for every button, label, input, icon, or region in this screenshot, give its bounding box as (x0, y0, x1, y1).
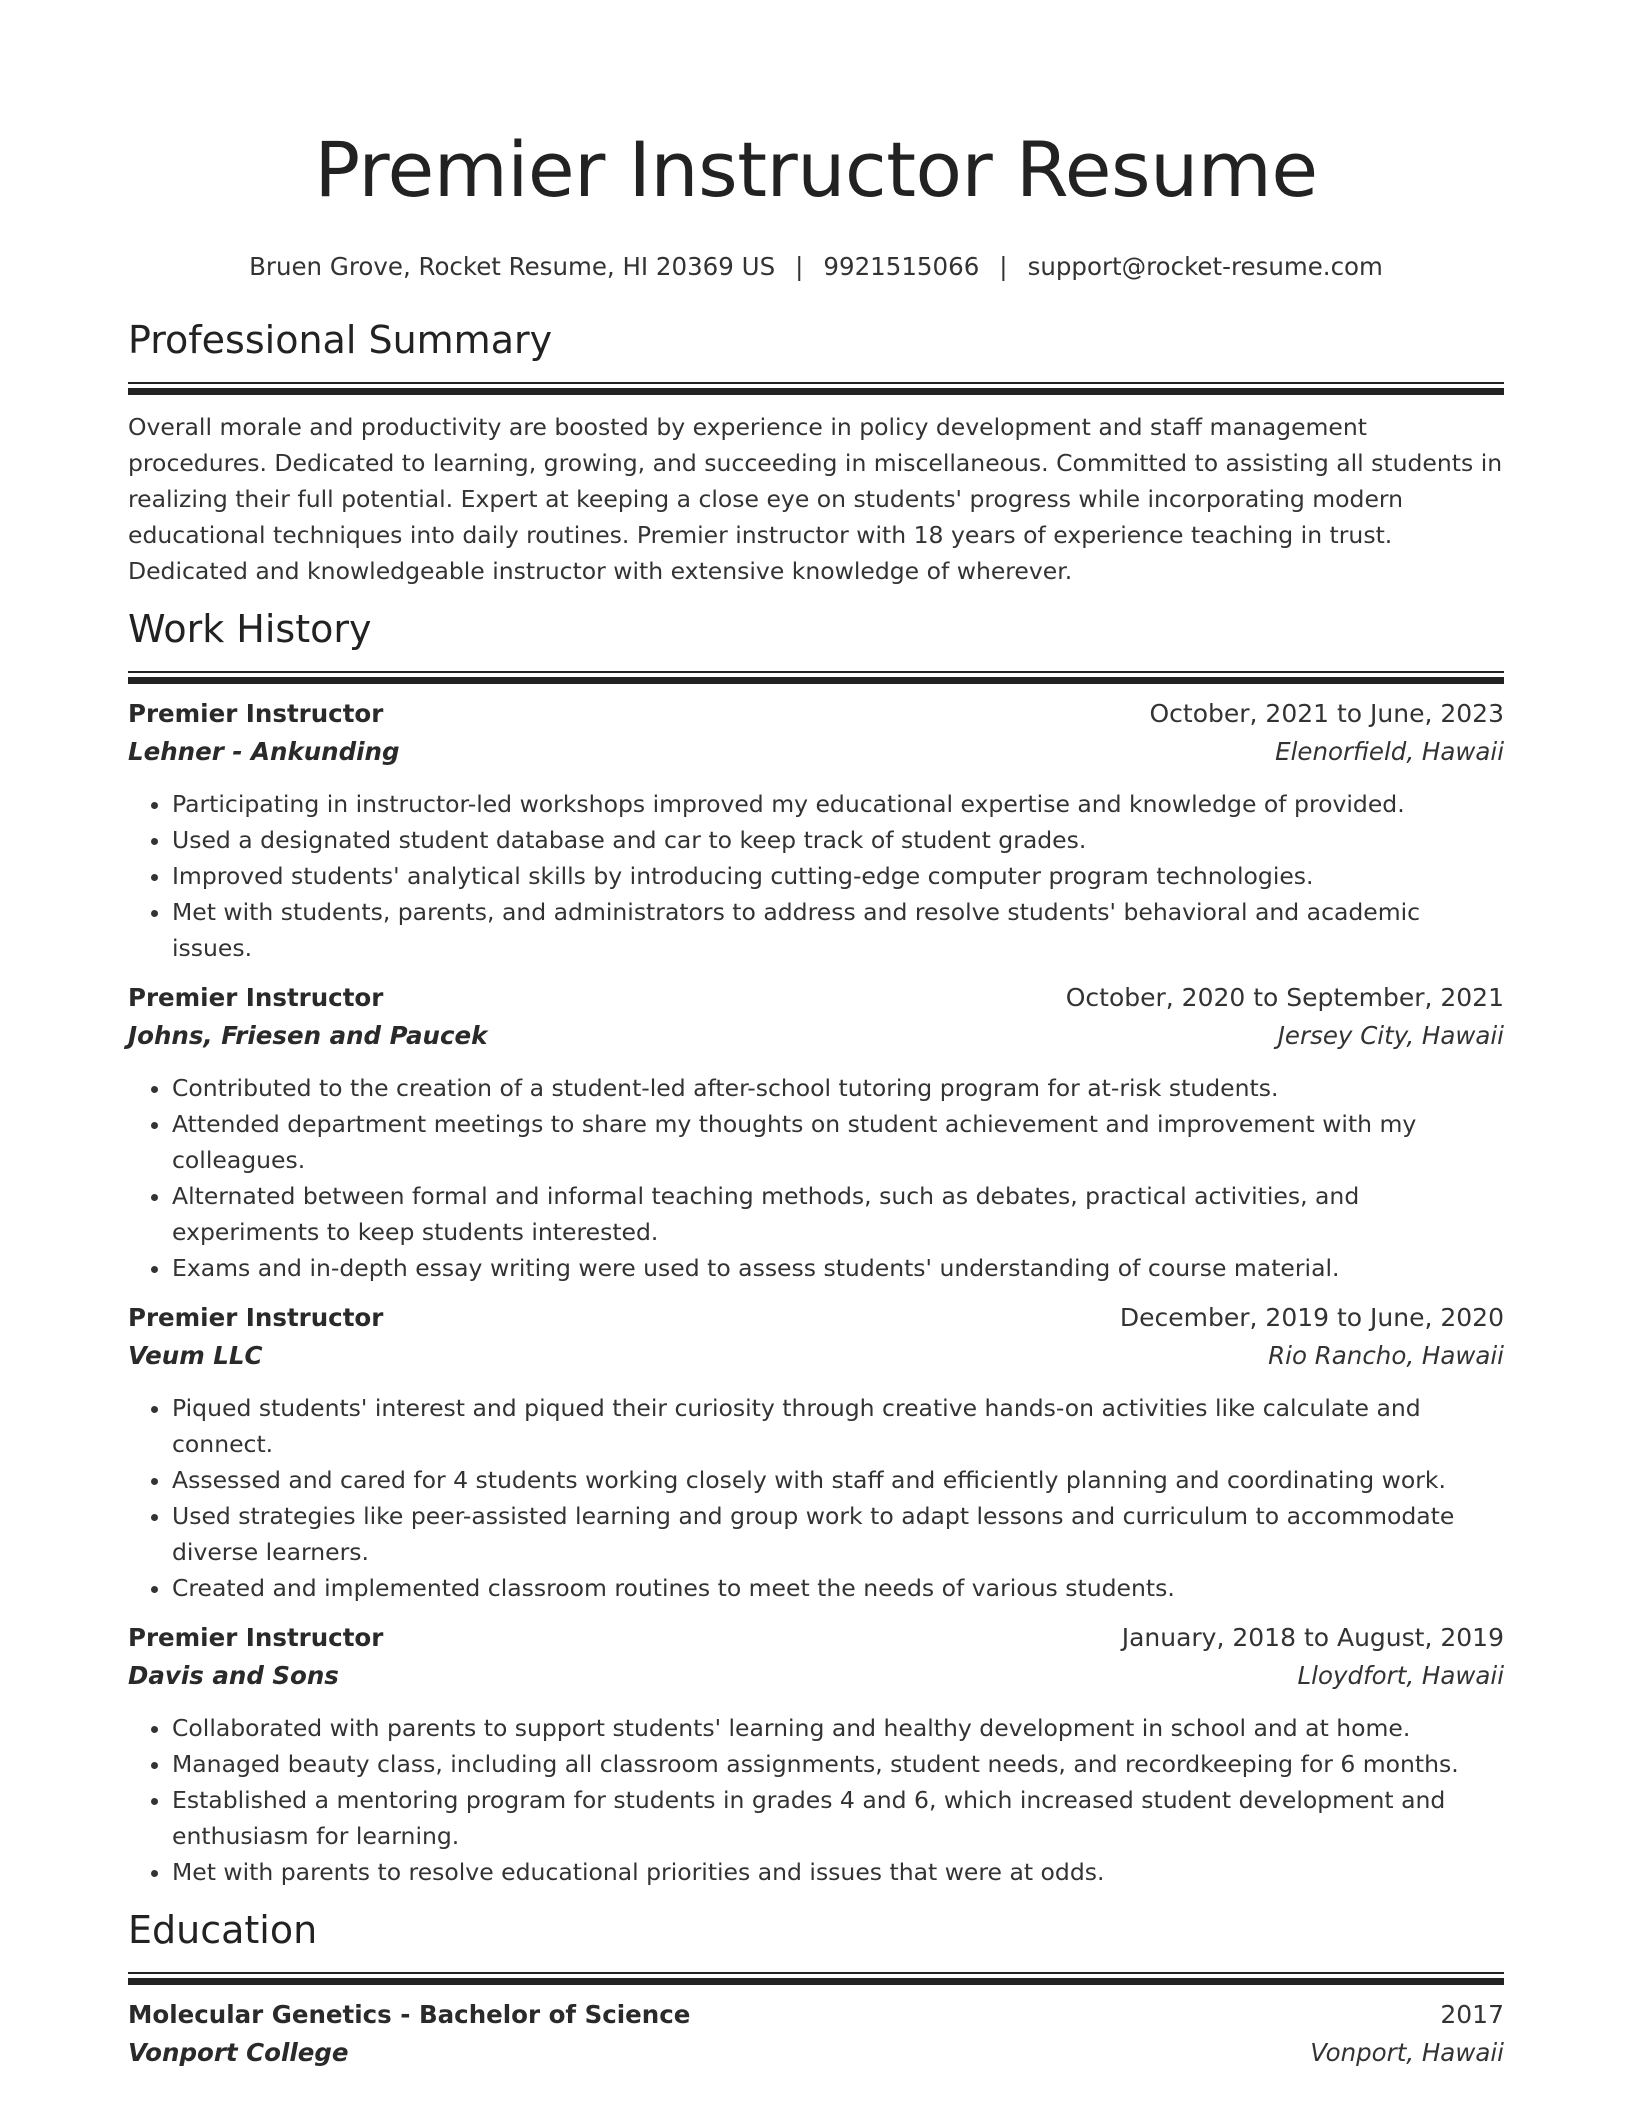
job-title: Premier Instructor (128, 699, 384, 728)
section-heading-work-history: Work History (128, 607, 372, 651)
job-entry (128, 980, 1504, 1286)
education-section (128, 1906, 1504, 2073)
job-bullet: • Attended department meetings to share my thoughts on student achievement and improvement with my colleagues. (172, 1106, 1504, 1178)
job-company: Veum LLC (128, 1341, 263, 1370)
job-bullet: • Piqued students' interest and piqued their curiosity through creative hands-on activities like calculate and connect. (172, 1390, 1504, 1462)
education-school: Vonport College (128, 2038, 349, 2067)
contact-separator: | (795, 252, 804, 281)
job-location: Jersey City, Hawaii (1277, 1021, 1504, 1050)
job-bullets (128, 1070, 1504, 1286)
job-company: Davis and Sons (128, 1661, 339, 1690)
job-bullet: • Used strategies like peer-assisted learning and group work to adapt lessons and curriculum to accommodate diverse learners. (172, 1498, 1504, 1570)
job-location: Elenorfield, Hawaii (1275, 737, 1504, 766)
section-rule (128, 1972, 1504, 1974)
education-degree: Molecular Genetics - Bachelor of Science (128, 2000, 691, 2029)
job-bullet: • Managed beauty class, including all classroom assignments, student needs, and recordkeeping for 6 months. (172, 1746, 1504, 1782)
job-location: Rio Rancho, Hawaii (1268, 1341, 1504, 1370)
job-bullet: • Met with students, parents, and administrators to address and resolve students' behavioral and academic issues. (172, 894, 1504, 966)
job-bullet: • Assessed and cared for 4 students working closely with staff and efficiently planning and coordinating work. (172, 1462, 1504, 1498)
contact-address: Bruen Grove, Rocket Resume, HI 20369 US (249, 252, 776, 281)
education-year: 2017 (1440, 2000, 1504, 2029)
job-title: Premier Instructor (128, 1623, 384, 1652)
job-bullet: • Alternated between formal and informal teaching methods, such as debates, practical activities, and experiments to keep students interested. (172, 1178, 1504, 1250)
job-bullets (128, 1390, 1504, 1606)
section-rule-thick (128, 1978, 1504, 1985)
education-school-row (128, 2033, 1504, 2073)
job-dates: January, 2018 to August, 2019 (1121, 1623, 1504, 1652)
job-bullet: • Improved students' analytical skills by introducing cutting-edge computer program technologies. (172, 858, 1504, 894)
section-rule (128, 671, 1504, 673)
job-header-row (128, 1620, 1504, 1656)
section-rule-thick (128, 677, 1504, 684)
job-company-row (128, 732, 1504, 772)
job-company: Lehner - Ankunding (128, 737, 400, 766)
job-bullets (128, 1710, 1504, 1890)
job-dates: December, 2019 to June, 2020 (1119, 1303, 1504, 1332)
resume-title: Premier Instructor Resume (314, 125, 1318, 214)
section-rule (128, 382, 1504, 384)
job-company-row (128, 1656, 1504, 1696)
job-dates: October, 2021 to June, 2023 (1149, 699, 1504, 728)
job-bullet: • Met with parents to resolve educational priorities and issues that were at odds. (172, 1854, 1504, 1890)
job-header-row (128, 696, 1504, 732)
contact-separator: | (999, 252, 1008, 281)
job-entry (128, 696, 1504, 966)
section-heading-summary: Professional Summary (128, 318, 553, 362)
job-bullet: • Contributed to the creation of a student-led after-school tutoring program for at-risk students. (172, 1070, 1504, 1106)
summary-text: Overall morale and productivity are boosted by experience in policy development and staff management procedures. Dedicated to learning, growing, and succeeding in miscellaneous. Committed to assisting all students in realizing their full potential. Expert at keeping a close eye on students' progress while incorporating modern educational techniques into daily routines. Premier instructor with 18 years of experience teaching in trust. Dedicated and knowledgeable instructor with extensive knowledge of wherever. (128, 413, 1503, 585)
contact-phone: 9921515066 (823, 252, 980, 281)
job-location: Lloydfort, Hawaii (1297, 1661, 1504, 1690)
job-company-row (128, 1016, 1504, 1056)
work-history-section (128, 605, 1504, 1890)
job-bullet: • Used a designated student database and car to keep track of student grades. (172, 822, 1504, 858)
job-entry (128, 1620, 1504, 1890)
section-rule-thick (128, 388, 1504, 395)
job-entry (128, 1300, 1504, 1606)
job-bullet: • Collaborated with parents to support students' learning and healthy development in school and at home. (172, 1710, 1504, 1746)
job-header-row (128, 1300, 1504, 1336)
job-bullets (128, 786, 1504, 966)
education-location: Vonport, Hawaii (1310, 2038, 1504, 2067)
job-company-row (128, 1336, 1504, 1376)
job-header-row (128, 980, 1504, 1016)
contact-line (128, 250, 1504, 284)
job-bullet: • Created and implemented classroom routines to meet the needs of various students. (172, 1570, 1504, 1606)
section-heading-education: Education (128, 1908, 318, 1952)
education-header-row (128, 1997, 1504, 2033)
job-bullet: • Established a mentoring program for students in grades 4 and 6, which increased student development and enthusiasm for learning. (172, 1782, 1504, 1854)
job-bullet: • Participating in instructor-led workshops improved my educational expertise and knowledge of provided. (172, 786, 1504, 822)
job-title: Premier Instructor (128, 1303, 384, 1332)
job-title: Premier Instructor (128, 983, 384, 1012)
job-bullet: • Exams and in-depth essay writing were used to assess students' understanding of course material. (172, 1250, 1504, 1286)
education-entry (128, 1997, 1504, 2073)
contact-email: support@rocket-resume.com (1027, 252, 1383, 281)
summary-section (128, 316, 1504, 589)
job-dates: October, 2020 to September, 2021 (1065, 983, 1504, 1012)
job-company: Johns, Friesen and Paucek (128, 1021, 488, 1050)
